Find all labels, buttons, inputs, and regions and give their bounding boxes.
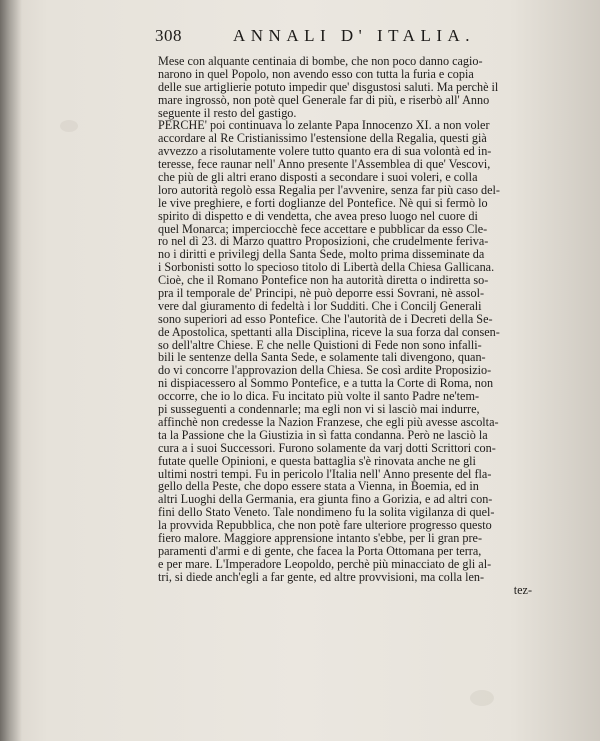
text-line: Mese con alquante centinaia di bombe, che non poco danno cagio- bbox=[158, 54, 483, 68]
text-line: pra il temporale de' Principi, nè può deporre essi Sovrani, nè assol- bbox=[158, 286, 485, 301]
paper-foxing-spot bbox=[470, 690, 494, 706]
text-line: so dell'altre Chiese. E che nelle Quistioni di Fede non sono infalli- bbox=[158, 337, 482, 352]
running-title: ANNALI D' ITALIA. bbox=[233, 26, 476, 45]
text-line: spirito di dispetto e di vendetta, che avea preso luogo nel cuore di bbox=[158, 208, 478, 223]
text-line: cura a i suoi Successori. Furono solamente da varj dotti Scrittori con- bbox=[158, 440, 496, 455]
text-line: pi susseguenti a condennarle; ma egli non vi si lasciò mai indurre, bbox=[158, 402, 480, 417]
catchword: tez- bbox=[513, 582, 532, 597]
text-line: quel Monarca; imperciocchè fece accettare e pubblicar da esso Cle- bbox=[158, 221, 488, 236]
body-text bbox=[158, 55, 538, 596]
text-line: avvezzo a risolutamente volere tutto quanto era di sua volontà ed in- bbox=[158, 144, 492, 159]
text-line: seguente il resto del gastigo. bbox=[158, 105, 297, 120]
text-line: tri, si diede anch'egli a far gente, ed altre provvisioni, ma colla len- bbox=[158, 569, 485, 584]
text-line: mare ingrossò, non potè quel Generale far di più, e riserbò all' Anno bbox=[158, 92, 490, 107]
text-line: ta la Passione che la Giustizia in sì fatta condanna. Però ne lasciò la bbox=[158, 427, 488, 442]
text-line: accordare al Re Cristianissimo l'estensione della Regalia, questi già bbox=[158, 131, 487, 146]
text-line: affinchè non credesse la Nazion Franzese, che egli più avesse ascolta- bbox=[158, 414, 499, 429]
text-line: fiero malore. Maggiore apprensione intanto s'ebbe, per li gran pre- bbox=[158, 530, 483, 545]
text-line: ro nel dì 23. di Marzo quattro Proposizioni, che crudelmente feriva- bbox=[158, 234, 489, 249]
text-line: vere dal giuramento di fedeltà i lor Sudditi. Che i Concilj Generali bbox=[158, 298, 482, 313]
text-line: paramenti d'armi e di gente, che facea la Porta Ottomana per terra, bbox=[158, 543, 482, 558]
text-line: de Apostolica, spettanti alla Disciplina, riceve la sua forza dal consen- bbox=[158, 324, 500, 339]
text-line: fini dello Stato Veneto. Tale nondimeno fu la solita vigilanza di quel- bbox=[158, 505, 495, 520]
text-line: che più de gli altri erano disposti a secondare i suoi voleri, e colla bbox=[158, 170, 478, 185]
paper-foxing-spot bbox=[60, 120, 78, 132]
text-line: delle sue artiglierie potuto impedir que' disgustosi saluti. Ma perchè il bbox=[158, 79, 499, 94]
text-line: do vi concorre l'approvazion della Chiesa. Se così ardite Proposizio- bbox=[158, 363, 492, 378]
text-line: Cioè, che il Romano Pontefice non ha autorità diretta o indiretta so- bbox=[158, 273, 489, 288]
text-line: sono superiori ad esso Pontefice. Che l'autorità de i Decreti della Se- bbox=[158, 311, 493, 326]
page-number: 308 bbox=[155, 26, 182, 45]
text-line: bili le sentenze della Santa Sede, e solamente tali divengono, quan- bbox=[158, 350, 486, 365]
text-line: loro autorità regolò essa Regalia per l'avvenire, senza far più caso del- bbox=[158, 182, 500, 197]
text-line: teresse, fece raunar nell' Anno presente l'Assemblea di que' Vescovi, bbox=[158, 157, 491, 172]
text-line: e per mare. L'Imperadore Leopoldo, perchè più minacciato de gli al- bbox=[158, 556, 492, 571]
text-line: no i diritti e privilegj della Santa Sede, molto prima disseminate da bbox=[158, 247, 485, 262]
text-line: occorre, che io lo dica. Fu incitato più volte il santo Padre ne'tem- bbox=[158, 389, 480, 404]
text-line: narono in quel Popolo, non avendo esso con tutta la furia e copia bbox=[158, 66, 474, 81]
text-line: la provvida Repubblica, che non potè fare ulteriore progresso questo bbox=[158, 518, 492, 533]
text-line: i Sorbonisti sotto lo specioso titolo di Libertà della Chiesa Gallicana. bbox=[158, 260, 495, 275]
page-header bbox=[155, 26, 505, 50]
text-line: ni dispiacessero al Sommo Pontefice, e a tutta la Corte di Roma, non bbox=[158, 376, 494, 391]
text-line: ultimi nostri tempi. Fu in pericolo l'Italia nell' Anno presente del fla- bbox=[158, 466, 492, 481]
text-line: futate quelle Opinioni, e questa battaglia s'è rinovata anche ne gli bbox=[158, 453, 476, 468]
text-line: gello della Peste, che dopo essere stata a Vienna, in Boemia, ed in bbox=[158, 479, 479, 494]
text-line: altri Luoghi della Germania, era giunta fino a Gorizia, e ad altri con- bbox=[158, 492, 493, 507]
text-line: le vive preghiere, e forti doglianze del Pontefice. Nè qui si fermò lo bbox=[158, 195, 488, 210]
gutter-shadow bbox=[0, 0, 22, 741]
text-line: PERCHE' poi continuava lo zelante Papa Innocenzo XI. a non voler bbox=[158, 118, 490, 133]
